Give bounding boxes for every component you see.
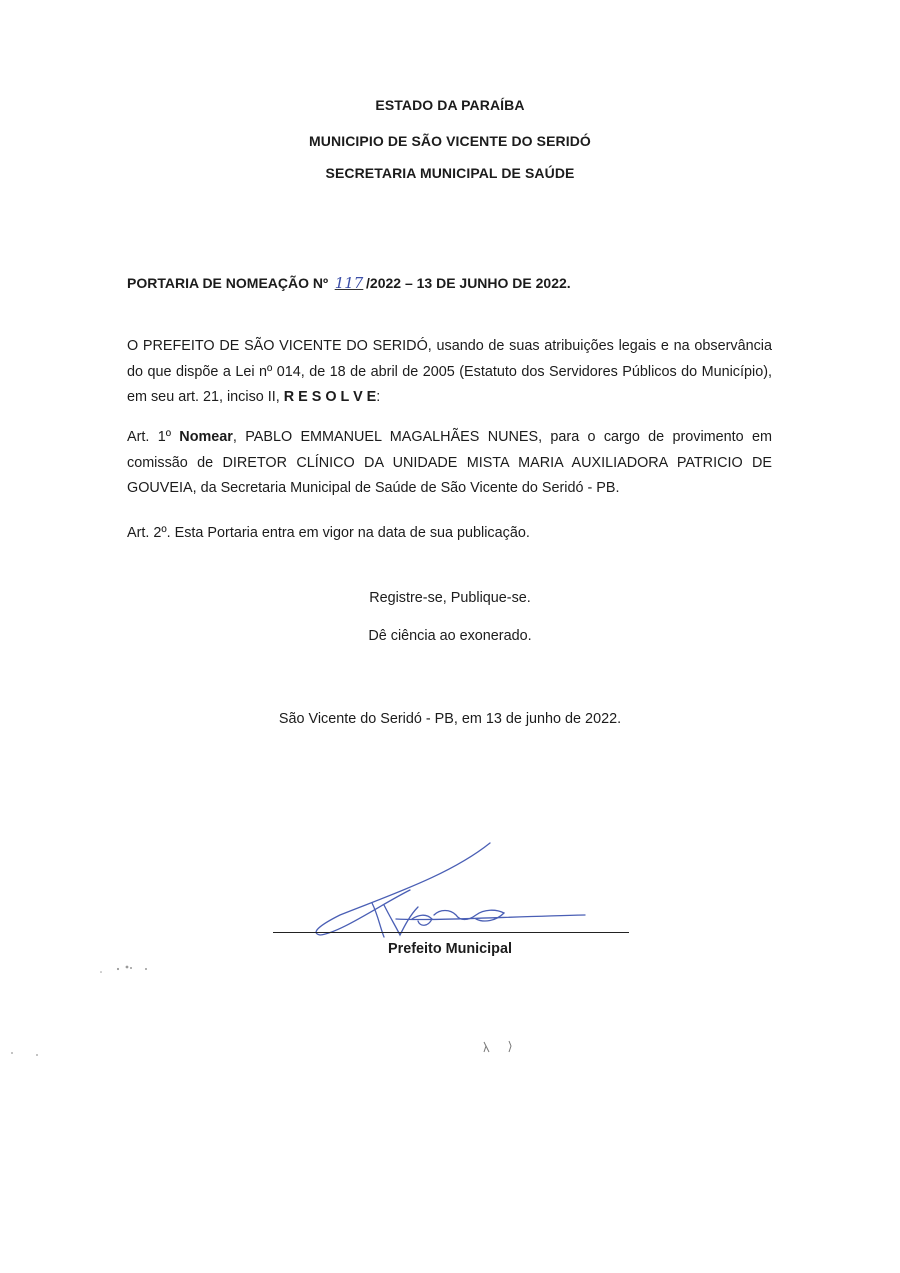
- intro-paragraph: [127, 334, 772, 411]
- signature-label: Prefeito Municipal: [388, 941, 512, 957]
- portaria-prefix: PORTARIA DE NOMEAÇÃO Nº: [127, 275, 333, 291]
- closing-notice: Dê ciência ao exonerado.: [368, 628, 532, 644]
- signature-line: [273, 932, 629, 933]
- intro-end: :: [376, 389, 381, 405]
- closing-register: Registre-se, Publique-se.: [369, 590, 531, 606]
- place-date: São Vicente do Seridó - PB, em 13 de junho de 2022.: [278, 711, 622, 727]
- article-1-prefix: Art. 1º: [127, 429, 180, 445]
- header-secretariat: SECRETARIA MUNICIPAL DE SAÚDE: [325, 165, 575, 181]
- article-1-verb: Nomear: [179, 429, 233, 445]
- intro-text: O PREFEITO DE SÃO VICENTE DO SERIDÓ, usando de suas atribuições legais e na observância do que dispõe a Lei nº 014, de 18 de abril de 2005 (Estatuto dos Servidores Públicos do Município), em seu art. 21, inciso II,: [127, 338, 772, 405]
- article-1: [127, 425, 772, 502]
- header-municipality: MUNICIPIO DE SÃO VICENTE DO SERIDÓ: [309, 133, 591, 149]
- article-2: Art. 2º. Esta Portaria entra em vigor na data de sua publicação.: [127, 525, 530, 541]
- portaria-number: 117: [334, 274, 364, 292]
- portaria-suffix: /2022 – 13 DE JUNHO DE 2022.: [366, 275, 571, 291]
- article-1-text: , PABLO EMMANUEL MAGALHÃES NUNES, para o cargo de provimento em comissão de DIRETOR CLÍNICO DA UNIDADE MISTA MARIA AUXILIADORA PATRICIO DE GOUVEIA, da Secretaria Municipal de Saúde de São Vicente do Seridó - PB.: [127, 429, 772, 496]
- resolve-text: R E S O L V E: [283, 389, 377, 405]
- portaria-title: [127, 274, 827, 292]
- header-state: ESTADO DA PARAÍBA: [375, 97, 525, 113]
